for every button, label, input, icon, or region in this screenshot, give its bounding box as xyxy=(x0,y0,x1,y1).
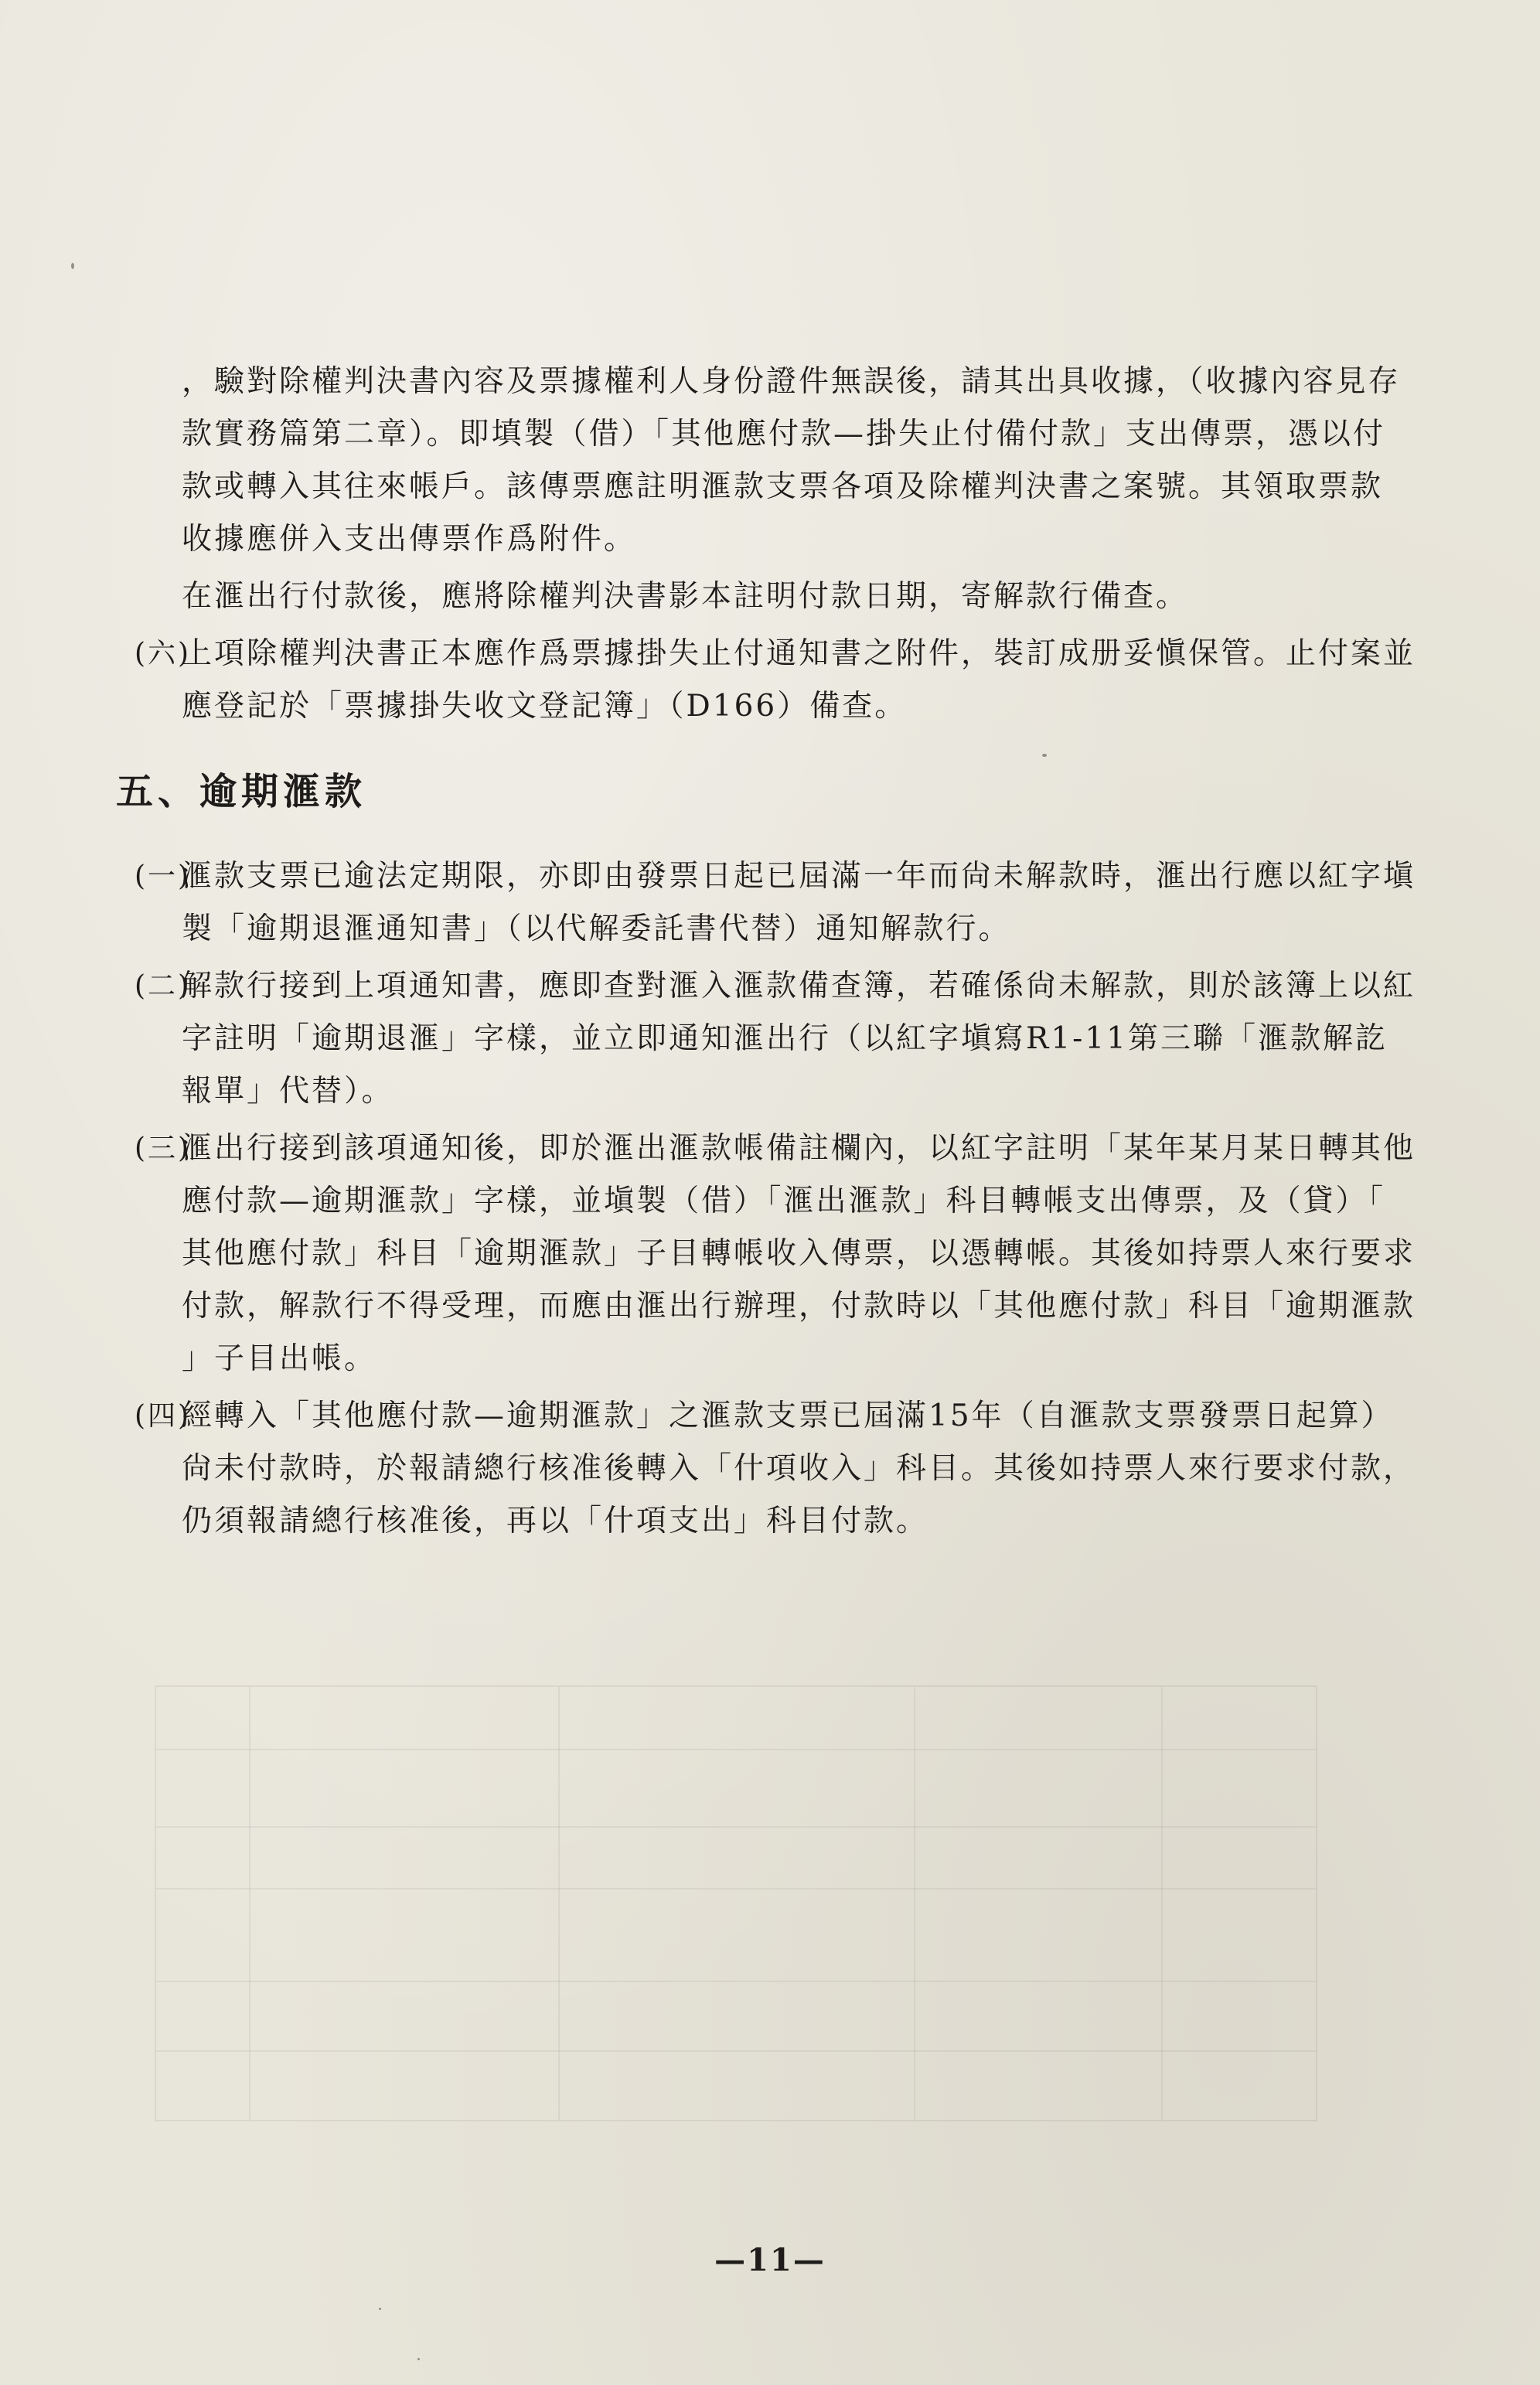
text-line: 製「逾期退滙通知書」（以代解委託書代替）通知解款行。 xyxy=(182,911,1011,946)
text-line: 應登記於「票據掛失收文登記簿」（D166）備查。 xyxy=(182,689,908,724)
text-line: 報單」代替）。 xyxy=(182,1074,394,1109)
continuation-paragraph xyxy=(116,356,1401,566)
text-line: 付款，解款行不得受理，而應由滙出行辦理，付款時以「其他應付款」科目「逾期滙款 xyxy=(182,1289,1416,1324)
text-line: 款或轉入其往來帳戶。該傳票應註明滙款支票各項及除權判決書之案號。其領取票款 xyxy=(182,469,1384,504)
text-line: 滙出行接到該項通知後，即於滙出滙款帳備註欄內，以紅字註明「某年某月某日轉其他 xyxy=(182,1131,1416,1166)
text-line: 尙未付款時，於報請總行核准後轉入「什項收入」科目。其後如持票人來行要求付款， xyxy=(182,1451,1416,1486)
item-marker: (一) xyxy=(135,860,192,892)
page-number: —11— xyxy=(714,2242,826,2278)
list-item-1 xyxy=(116,850,1416,956)
text-line: 在滙出行付款後，應將除權判決書影本註明付款日期，寄解款行備查。 xyxy=(182,579,1189,614)
list-item-6 xyxy=(116,628,1416,733)
text-line: 解款行接到上項通知書，應即查對滙入滙款備查簿，若確係尙未解款，則於該簿上以紅 xyxy=(182,969,1416,1003)
document-body xyxy=(116,356,1416,1552)
bleed-through-table xyxy=(155,1685,1317,2121)
text-line: 字註明「逾期退滙」字樣，並立即通知滙出行（以紅字塡寫R1-11第三聯「滙款解訖 xyxy=(182,1021,1388,1056)
text-line: 經轉入「其他應付款—逾期滙款」之滙款支票已屆滿15年（自滙款支票發票日起算） xyxy=(182,1399,1394,1433)
list-item-3 xyxy=(116,1123,1416,1385)
list-item-4 xyxy=(116,1390,1416,1548)
paper-speck xyxy=(379,2308,381,2310)
text-line: 款實務篇第二章）。即填製（借）「其他應付款—掛失止付備付款」支出傳票，憑以付 xyxy=(182,417,1386,451)
indented-paragraph xyxy=(116,571,1368,623)
paper-speck xyxy=(417,2358,420,2360)
section-title: 五、逾期滙款 xyxy=(116,770,367,813)
text-line: ，驗對除權判決書內容及票據權利人身份證件無誤後，請其出具收據，（收據內容見存 xyxy=(182,364,1401,399)
text-line: 收據應併入支出傳票作爲附件。 xyxy=(182,522,637,557)
text-line: 上項除權判決書正本應作爲票據掛失止付通知書之附件，裝訂成册妥愼保管。止付案並 xyxy=(182,636,1416,671)
item-marker: (四) xyxy=(135,1400,192,1432)
list-item-2 xyxy=(116,960,1416,1118)
item-marker: (六) xyxy=(135,638,192,670)
item-marker: (二) xyxy=(135,970,192,1002)
text-line: 仍須報請總行核准後，再以「什項支出」科目付款。 xyxy=(182,1504,929,1538)
text-line: 應付款—逾期滙款」字樣，並塡製（借）「滙出滙款」科目轉帳支出傳票，及（貸）「 xyxy=(182,1184,1386,1218)
paper-speck xyxy=(71,263,74,269)
item-marker: (三) xyxy=(135,1133,192,1164)
text-line: 滙款支票已逾法定期限，亦即由發票日起已屆滿一年而尙未解款時，滙出行應以紅字塡 xyxy=(182,859,1416,894)
text-line: 」子目出帳。 xyxy=(182,1341,377,1376)
text-line: 其他應付款」科目「逾期滙款」子目轉帳收入傳票，以憑轉帳。其後如持票人來行要求 xyxy=(182,1236,1416,1271)
